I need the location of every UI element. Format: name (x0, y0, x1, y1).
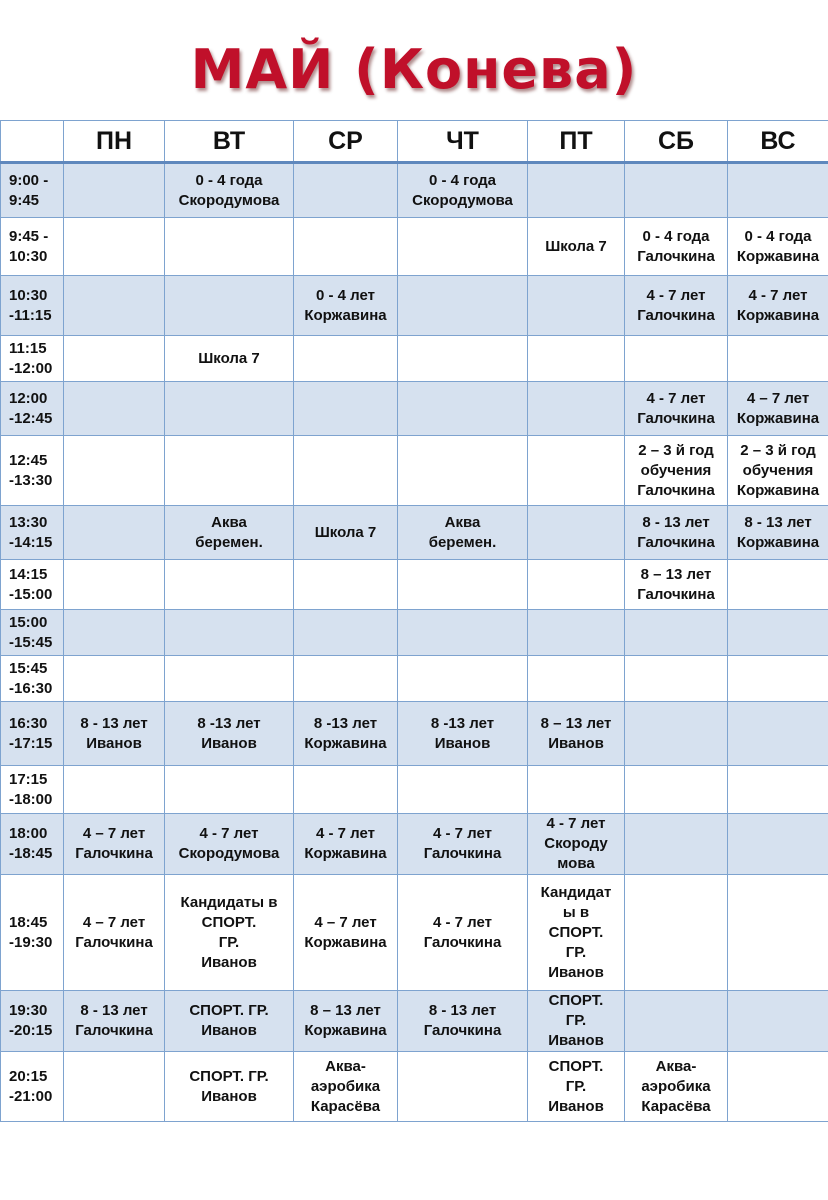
schedule-cell (728, 336, 828, 382)
schedule-cell (625, 766, 728, 814)
table-row (1, 814, 828, 875)
table-row (1, 276, 828, 336)
schedule-cell: 4 - 7 лет Галочкина (398, 814, 528, 875)
schedule-cell (64, 163, 165, 218)
day-header-sun: ВС (728, 121, 828, 163)
schedule-cell (398, 656, 528, 702)
schedule-cell (528, 656, 625, 702)
schedule-cell (625, 163, 728, 218)
table-row (1, 506, 828, 560)
schedule-cell (528, 560, 625, 610)
day-header-wed: СР (294, 121, 398, 163)
schedule-cell (728, 560, 828, 610)
schedule-cell: 0 - 4 года Скородумова (165, 163, 294, 218)
schedule-cell (398, 276, 528, 336)
schedule-cell: 4 – 7 лет Коржавина (294, 875, 398, 991)
time-slot: 15:00 -15:45 (1, 610, 64, 656)
schedule-cell: Школа 7 (294, 506, 398, 560)
time-slot: 12:45 -13:30 (1, 436, 64, 506)
time-slot: 12:00 -12:45 (1, 382, 64, 436)
schedule-cell (398, 560, 528, 610)
day-header-tue: ВТ (165, 121, 294, 163)
schedule-cell (165, 436, 294, 506)
time-slot: 13:30 -14:15 (1, 506, 64, 560)
schedule-cell (165, 656, 294, 702)
schedule-cell: 8 – 13 лет Иванов (528, 702, 625, 766)
schedule-cell (294, 560, 398, 610)
schedule-cell: СПОРТ. ГР. Иванов (528, 1052, 625, 1122)
schedule-cell (728, 766, 828, 814)
schedule-cell (64, 506, 165, 560)
schedule-cell (625, 336, 728, 382)
schedule-cell: 2 – 3 й год обучения Коржавина (728, 436, 828, 506)
schedule-cell: Школа 7 (528, 218, 625, 276)
schedule-cell (64, 560, 165, 610)
schedule-cell (294, 163, 398, 218)
schedule-cell: 4 – 7 лет Галочкина (64, 875, 165, 991)
schedule-cell (398, 218, 528, 276)
schedule-cell (625, 702, 728, 766)
schedule-cell: Аква- аэробика Карасёва (294, 1052, 398, 1122)
schedule-cell: 0 - 4 года Галочкина (625, 218, 728, 276)
schedule-cell (528, 506, 625, 560)
schedule-cell: Аква беремен. (398, 506, 528, 560)
table-row (1, 766, 828, 814)
schedule-cell: 2 – 3 й год обучения Галочкина (625, 436, 728, 506)
schedule-cell (728, 163, 828, 218)
time-slot: 19:30 -20:15 (1, 991, 64, 1052)
schedule-cell (728, 1052, 828, 1122)
table-row (1, 336, 828, 382)
schedule-cell (165, 276, 294, 336)
schedule-cell (625, 875, 728, 991)
schedule-cell: 4 - 7 лет Коржавина (728, 276, 828, 336)
schedule-cell (728, 814, 828, 875)
day-header-mon: ПН (64, 121, 165, 163)
schedule-cell (398, 336, 528, 382)
schedule-cell (528, 766, 625, 814)
schedule-cell (398, 382, 528, 436)
schedule-cell: СПОРТ. ГР. Иванов (165, 991, 294, 1052)
schedule-cell: 8 - 13 лет Галочкина (64, 991, 165, 1052)
schedule-cell (398, 1052, 528, 1122)
table-row (1, 702, 828, 766)
schedule-cell: 8 - 13 лет Галочкина (625, 506, 728, 560)
table-row (1, 991, 828, 1052)
time-slot: 15:45 -16:30 (1, 656, 64, 702)
schedule-cell: 8 - 13 лет Коржавина (728, 506, 828, 560)
schedule-cell: СПОРТ. ГР. Иванов (165, 1052, 294, 1122)
schedule-cell (728, 875, 828, 991)
schedule-cell (398, 766, 528, 814)
schedule-cell: 0 - 4 лет Коржавина (294, 276, 398, 336)
schedule-cell (528, 436, 625, 506)
schedule-cell (64, 656, 165, 702)
schedule-cell (528, 610, 625, 656)
schedule-cell (294, 610, 398, 656)
table-row (1, 610, 828, 656)
schedule-cell: 8 – 13 лет Галочкина (625, 560, 728, 610)
time-slot: 14:15 -15:00 (1, 560, 64, 610)
header-row (1, 121, 828, 163)
time-slot: 11:15 -12:00 (1, 336, 64, 382)
schedule-table (0, 120, 828, 1122)
schedule-cell (64, 336, 165, 382)
schedule-cell (64, 382, 165, 436)
schedule-cell (294, 382, 398, 436)
table-row (1, 436, 828, 506)
schedule-cell (398, 436, 528, 506)
schedule-cell (625, 814, 728, 875)
time-slot: 16:30 -17:15 (1, 702, 64, 766)
schedule-cell (64, 610, 165, 656)
schedule-cell (625, 991, 728, 1052)
schedule-cell: СПОРТ. ГР. Иванов (528, 991, 625, 1052)
table-row (1, 1052, 828, 1122)
schedule-cell: 8 -13 лет Коржавина (294, 702, 398, 766)
schedule-cell (728, 610, 828, 656)
schedule-cell (64, 1052, 165, 1122)
schedule-cell (728, 702, 828, 766)
schedule-cell: 4 - 7 лет Скороду мова (528, 814, 625, 875)
schedule-cell (294, 436, 398, 506)
day-header-sat: СБ (625, 121, 728, 163)
day-header-fri: ПТ (528, 121, 625, 163)
header-corner (1, 121, 64, 163)
schedule-cell: 4 - 7 лет Галочкина (625, 382, 728, 436)
time-slot: 9:45 - 10:30 (1, 218, 64, 276)
page-title: МАЙ (Конева) (190, 38, 638, 101)
schedule-cell (528, 163, 625, 218)
schedule-cell: 8 - 13 лет Иванов (64, 702, 165, 766)
table-row (1, 382, 828, 436)
schedule-cell (728, 656, 828, 702)
schedule-cell: 8 -13 лет Иванов (398, 702, 528, 766)
table-row (1, 560, 828, 610)
schedule-cell: 8 – 13 лет Коржавина (294, 991, 398, 1052)
time-slot: 9:00 - 9:45 (1, 163, 64, 218)
schedule-cell (165, 218, 294, 276)
schedule-cell (294, 336, 398, 382)
schedule-cell: Кандидат ы в СПОРТ. ГР. Иванов (528, 875, 625, 991)
schedule-cell: 4 – 7 лет Коржавина (728, 382, 828, 436)
schedule-cell: 4 - 7 лет Галочкина (398, 875, 528, 991)
schedule-cell (728, 991, 828, 1052)
schedule-cell (294, 766, 398, 814)
schedule-cell: 8 - 13 лет Галочкина (398, 991, 528, 1052)
schedule-cell (64, 276, 165, 336)
schedule-cell (528, 336, 625, 382)
schedule-cell: Школа 7 (165, 336, 294, 382)
schedule-cell (528, 276, 625, 336)
day-header-thu: ЧТ (398, 121, 528, 163)
schedule-cell (294, 656, 398, 702)
table-row (1, 218, 828, 276)
time-slot: 18:45 -19:30 (1, 875, 64, 991)
time-slot: 10:30 -11:15 (1, 276, 64, 336)
time-slot: 18:00 -18:45 (1, 814, 64, 875)
table-row (1, 875, 828, 991)
schedule-cell (165, 560, 294, 610)
time-slot: 17:15 -18:00 (1, 766, 64, 814)
schedule-cell: 4 - 7 лет Коржавина (294, 814, 398, 875)
schedule-cell: Кандидаты в СПОРТ. ГР. Иванов (165, 875, 294, 991)
schedule-cell: 4 - 7 лет Скородумова (165, 814, 294, 875)
schedule-cell: Аква- аэробика Карасёва (625, 1052, 728, 1122)
schedule-cell (165, 610, 294, 656)
schedule-cell: 4 – 7 лет Галочкина (64, 814, 165, 875)
schedule-cell (64, 436, 165, 506)
schedule-cell: 0 - 4 года Коржавина (728, 218, 828, 276)
schedule-cell (625, 610, 728, 656)
time-slot: 20:15 -21:00 (1, 1052, 64, 1122)
schedule-cell (165, 766, 294, 814)
schedule-cell: 8 -13 лет Иванов (165, 702, 294, 766)
schedule-cell (398, 610, 528, 656)
schedule-cell (528, 382, 625, 436)
schedule-cell: 4 - 7 лет Галочкина (625, 276, 728, 336)
schedule-cell: 0 - 4 года Скородумова (398, 163, 528, 218)
schedule-cell (64, 218, 165, 276)
table-row (1, 163, 828, 218)
schedule-cell (294, 218, 398, 276)
schedule-cell (625, 656, 728, 702)
schedule-cell: Аква беремен. (165, 506, 294, 560)
schedule-cell (64, 766, 165, 814)
table-row (1, 656, 828, 702)
schedule-cell (165, 382, 294, 436)
